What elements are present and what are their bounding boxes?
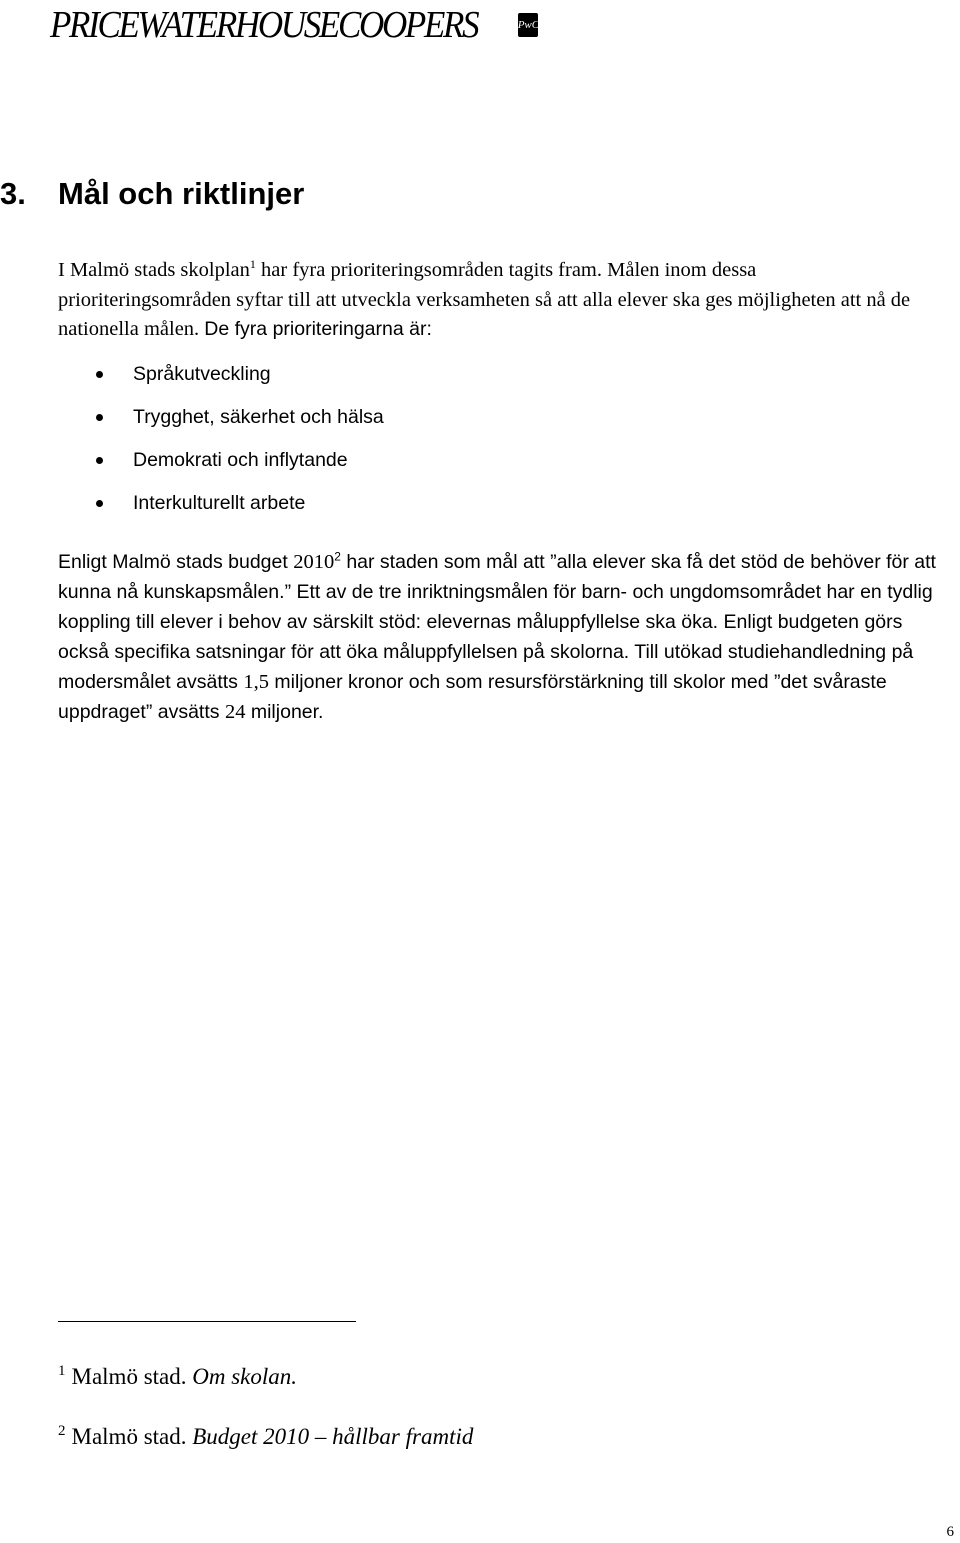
list-item bbox=[96, 486, 384, 529]
section-title: Mål och riktlinjer bbox=[58, 176, 305, 211]
footnote-ref-2: 2 bbox=[334, 549, 341, 564]
section-number: 3. bbox=[0, 176, 26, 211]
budget-amount-1: 1,5 bbox=[243, 671, 269, 693]
footnote-source: Malmö stad. bbox=[71, 1424, 187, 1449]
priority-label: Interkulturellt arbete bbox=[133, 492, 306, 514]
footnote-1 bbox=[58, 1364, 297, 1390]
list-item bbox=[96, 443, 384, 486]
footnote-2 bbox=[58, 1424, 473, 1450]
intro-text-a: I Malmö stads skolplan bbox=[58, 259, 250, 281]
budget-text-a: Enligt Malmö stads budget bbox=[58, 551, 294, 573]
intro-text-b: har fyra prioriteringsområden tagits fram. Målen inom dessa prioriteringsområden syftar till att utveckla verksamheten så att alla elever ska ges möjligheten att nå de nationella målen. bbox=[58, 259, 911, 340]
budget-year: 2010 bbox=[293, 551, 335, 573]
footnote-ref-1: 1 bbox=[249, 257, 256, 272]
page-number: 6 bbox=[946, 1524, 954, 1540]
budget-text-d: miljoner. bbox=[245, 701, 324, 723]
priority-label: Språkutveckling bbox=[133, 363, 271, 385]
bullet-icon bbox=[96, 414, 103, 421]
section-heading bbox=[0, 176, 304, 212]
footnote-source: Malmö stad. bbox=[71, 1364, 187, 1389]
priority-label: Trygghet, säkerhet och hälsa bbox=[133, 406, 384, 428]
bullet-icon bbox=[96, 371, 103, 378]
company-logo bbox=[50, 2, 538, 48]
budget-text-b: har staden som mål att ”alla elever ska få det stöd de behöver för att kunna nå kunskapsmålen.” Ett av de tre inriktningsmålen för barn- och ungdomsområdet har en tydlig koppling till elever i behov av särskilt stöd: elevernas måluppfyllelse ska öka. Enligt budgeten görs också specifika satsningar för att öka måluppfyllelsen på skolorna. Till utökad studiehandledning på modersmålet avsätts bbox=[58, 551, 936, 693]
priority-label: Demokrati och inflytande bbox=[133, 449, 348, 471]
footnote-title: Budget 2010 – hållbar framtid bbox=[192, 1424, 474, 1449]
intro-paragraph bbox=[58, 256, 928, 345]
list-item bbox=[96, 400, 384, 443]
logo-seal-icon: PwC bbox=[518, 13, 538, 37]
footnote-divider bbox=[58, 1321, 356, 1322]
logo-wordmark: PRICEWATERHOUSECOOPERS bbox=[50, 4, 478, 46]
budget-text-c: miljoner kronor och som resursförstärkning till skolor med ”det svåraste uppdraget” avsätts bbox=[58, 671, 887, 723]
priorities-list bbox=[96, 357, 384, 529]
intro-text-c: De fyra prioriteringarna är: bbox=[204, 318, 432, 340]
footnote-number: 1 bbox=[58, 1363, 66, 1380]
bullet-icon bbox=[96, 457, 103, 464]
bullet-icon bbox=[96, 500, 103, 507]
list-item bbox=[96, 357, 384, 400]
footnote-title: Om skolan. bbox=[192, 1364, 298, 1389]
footnote-number: 2 bbox=[58, 1423, 66, 1440]
budget-paragraph bbox=[58, 547, 938, 727]
budget-amount-2: 24 bbox=[224, 701, 246, 723]
